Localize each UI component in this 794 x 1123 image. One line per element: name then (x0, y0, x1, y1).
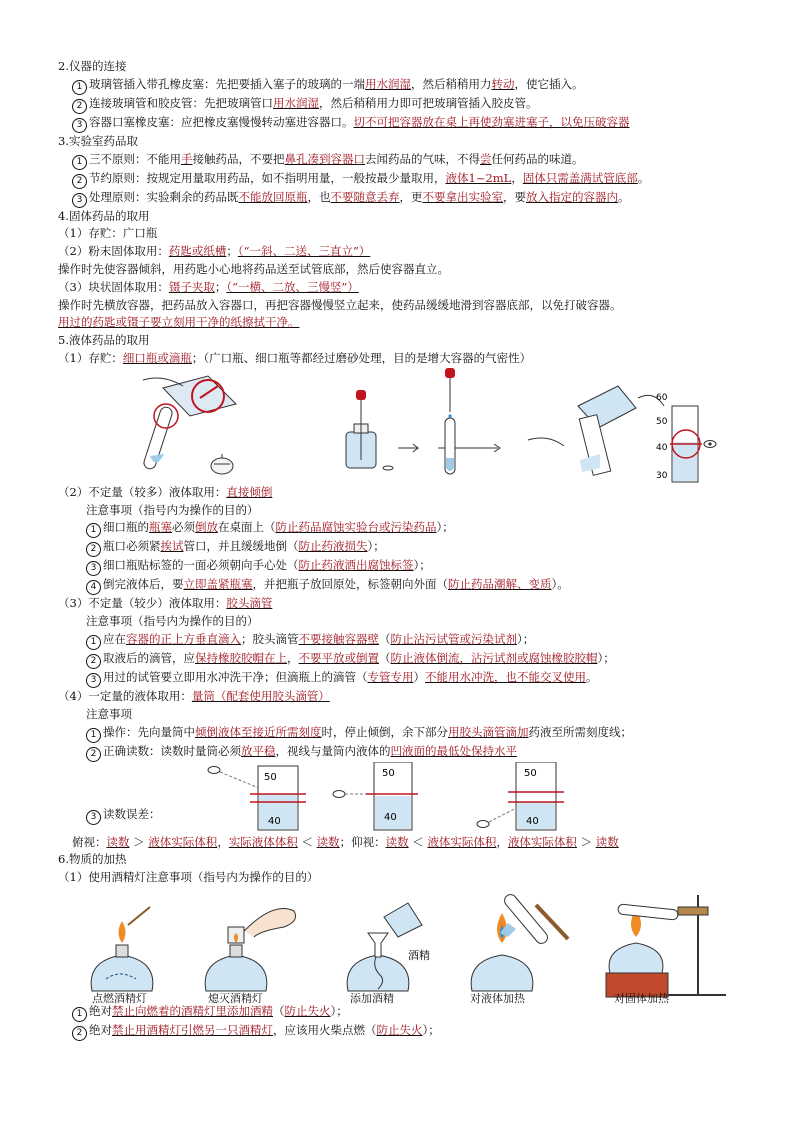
text: （3）不定量（较少）液体取用： (58, 596, 227, 611)
num-badge: 2 (72, 99, 87, 114)
key-text: 不要平放或倒置 (298, 650, 379, 665)
text: ）。 (551, 577, 569, 592)
key-text: 尝 (480, 151, 492, 166)
key-text: 读数 (316, 834, 340, 849)
text: ，然后稍稍用力 (411, 76, 492, 91)
key-text: 防止失火 (376, 1022, 423, 1037)
key-text: 用过的药匙或镊子要立刻用干净的纸擦拭干净。 (58, 315, 300, 330)
s2-item-2 (58, 95, 748, 114)
text: ，更 (399, 189, 423, 204)
num-badge: 1 (72, 80, 87, 95)
key-text: 液体实际体积 (507, 834, 577, 849)
num-badge: 1 (72, 1007, 87, 1022)
text: 操作：先向量筒中 (103, 724, 195, 739)
s5-p1 (58, 350, 748, 368)
num-badge: 4 (86, 580, 101, 595)
key-text: 手 (181, 151, 193, 166)
s4-p2-desc: 操作时先使容器倾斜，用药匙小心地将药品送至试管底部，然后使容器直立。 (58, 261, 449, 276)
s5-c4 (58, 834, 748, 852)
key-text: 防止药品潮解、变质 (448, 577, 552, 592)
text: ）； (422, 1022, 440, 1037)
lamp-refill (347, 903, 430, 991)
num-badge: 1 (86, 523, 101, 538)
text: 节约原则：按规定用量取用药品，如不指明用量，一般按最少量取用， (89, 170, 446, 185)
key-text: 防止失火 (284, 1003, 331, 1018)
key-text: 防止药液损失 (298, 539, 368, 554)
mark-50: 50 (264, 771, 277, 783)
text: ，应该用火柴点燃（ (273, 1022, 377, 1037)
liquid-illustrations (58, 368, 748, 484)
mark-40: 40 (384, 811, 397, 823)
key-text: 不能用水冲洗，也不能交叉使用 (425, 669, 586, 684)
text: ；胶头滴管 (241, 631, 299, 646)
eye-icon (477, 820, 489, 827)
text: （2）不定量（较多）液体取用： (58, 484, 227, 499)
text: ）； (597, 650, 615, 665)
tick-40: 40 (656, 442, 668, 453)
text: 细口瓶的 (103, 520, 149, 535)
s2-item-3 (58, 114, 748, 133)
text: ，使它插入。 (514, 76, 584, 91)
text: 。 (618, 189, 630, 204)
text: ，也 (307, 189, 331, 204)
s5-p2 (58, 484, 748, 502)
text: ） (413, 669, 425, 684)
num-badge: 3 (86, 561, 101, 576)
text: ， (287, 650, 299, 665)
key-text: 保持橡胶胶帽在上 (195, 650, 287, 665)
text: ，要 (503, 189, 526, 204)
key-text: 不要接触容器壁 (298, 631, 379, 646)
text: 倒完液体后，要 (103, 577, 184, 592)
s5-a2 (58, 538, 748, 557)
key-text: 倾倒液体至接近所需刻度 (195, 724, 322, 739)
key-text: 放平稳 (241, 743, 276, 758)
caption-ignite: 点燃酒精灯 (92, 991, 147, 1005)
num-badge: 3 (86, 673, 101, 688)
text: （2）粉末固体取用： (58, 244, 169, 259)
key-text: 禁止用酒精灯引燃另一只酒精灯 (112, 1022, 273, 1037)
tick-60: 60 (656, 392, 668, 403)
s5-b3 (58, 669, 748, 688)
text: 。 (637, 170, 650, 185)
key-text: 药匙或纸槽 (168, 244, 227, 259)
lamp-heat-solid (606, 895, 726, 997)
caption-refill: 添加酒精 (350, 991, 394, 1005)
text: （ (379, 650, 391, 665)
key-text: 不能放回原瓶 (238, 189, 308, 204)
key-text: 用水润湿 (273, 95, 319, 110)
text: ； (226, 244, 238, 259)
num-badge: 3 (86, 810, 101, 825)
key-text: 用水润湿 (365, 76, 411, 91)
key-text: 量筒（配套使用胶头滴管） (191, 688, 330, 703)
text: 用过的试管要立即用水冲洗干净；但滴瓶上的滴管（ (103, 669, 368, 684)
s5-p3 (58, 595, 748, 613)
s4-p3-note (58, 314, 748, 332)
reading-top (208, 766, 306, 830)
text: 处理原则：实验剩余的药品既 (89, 189, 239, 204)
text: ，然后稍稍用力即可把玻璃管插入胶皮管。 (319, 95, 538, 110)
num-badge: 2 (86, 654, 101, 669)
section-5-title: 5.液体药品的取用 (58, 333, 150, 348)
lamp-ignite (91, 907, 153, 991)
num-badge: 1 (86, 635, 101, 650)
num-badge: 3 (72, 118, 87, 133)
num-badge: 3 (72, 193, 87, 208)
num-badge: 1 (86, 728, 101, 743)
s5-note2: 注意事项（指号内为操作的目的） (86, 614, 259, 629)
key-text: 专管专用 (367, 669, 414, 684)
liquid-figures (58, 368, 748, 484)
lamp-figures (58, 887, 748, 1003)
text: 时，停止倾倒，余下部分 (321, 724, 448, 739)
key-text: 不要拿出实验室 (422, 189, 503, 204)
text: （3）块状固体取用： (58, 279, 169, 294)
s3-item-2 (58, 170, 748, 189)
eye-icon (333, 790, 345, 797)
text: ； (214, 279, 227, 294)
text: 接触药品，不要把 (192, 151, 285, 166)
mark-50: 50 (382, 767, 395, 779)
num-badge: 2 (86, 747, 101, 762)
section-6-title: 6.物质的加热 (58, 852, 127, 867)
key-text: 液体实际体积 (148, 834, 218, 849)
key-text: 防止药品腐蚀实验台或污染药品 (275, 520, 437, 535)
alcohol-label: 酒精 (408, 948, 430, 962)
key-text: 放入指定的容器内 (526, 189, 618, 204)
text: ＜ (408, 834, 428, 849)
section-2-title: 2.仪器的连接 (58, 59, 127, 73)
key-text: 细口瓶或滴瓶 (122, 350, 192, 365)
tick-50: 50 (656, 416, 668, 427)
num-badge: 2 (72, 174, 87, 189)
text: 去闻药品的气味，不得 (365, 151, 480, 166)
key-text: （“一斜、二送、三直立”） (237, 244, 371, 259)
text: ）； (517, 631, 535, 646)
s5-a1 (58, 519, 748, 538)
lamp-illustrations (58, 887, 748, 1003)
num-badge: 2 (72, 1026, 87, 1041)
mark-50: 50 (524, 767, 537, 779)
key-text: 镊子夹取 (168, 279, 215, 294)
text: ；（广口瓶、细口瓶等都经过磨砂处理，目的是增大容器的气密性） (191, 350, 532, 365)
key-text: 液体1~2mL (445, 170, 512, 185)
text: 绝对 (89, 1022, 112, 1037)
section-4-title: 4.固体药品的取用 (58, 208, 150, 223)
num-badge: 1 (72, 155, 87, 170)
text: 玻璃管插入带孔橡皮塞：先把要插入塞子的玻璃的一端 (89, 76, 365, 91)
text: 。 (586, 669, 598, 684)
text: 任何药品的味道。 (491, 151, 584, 166)
key-text: 容器的正上方垂直滴入 (126, 631, 241, 646)
mark-40: 40 (268, 815, 281, 827)
s5-note3: 注意事项 (86, 706, 132, 721)
text: 在桌面上（ (218, 520, 276, 535)
s5-c1 (58, 724, 748, 743)
s5-c2 (58, 743, 748, 762)
section-3-title: 3.实验室药品取 (58, 133, 138, 148)
lamp-heat-liquid (471, 892, 568, 991)
text: ， (496, 834, 508, 849)
text: （4）一定量的液体取用： (58, 688, 192, 703)
s6-d2 (58, 1022, 748, 1041)
caption-heat-solid: 对固体加热 (614, 991, 669, 1005)
key-text: 防止沾污试管或污染试剂 (390, 631, 517, 646)
s5-b2 (58, 650, 748, 669)
key-text: 凹液面的最低处保持水平 (390, 743, 517, 758)
s5-a4 (58, 576, 748, 595)
s6-p1: （1）使用酒精灯注意事项（指号内为操作的目的） (58, 870, 319, 885)
reading-level (333, 762, 418, 830)
lamp-extinguish (205, 908, 295, 991)
key-text: 瓶塞 (149, 520, 172, 535)
text: 连接玻璃管和胶皮管：先把玻璃管口 (89, 95, 273, 110)
text: ，视线与量筒内液体的 (275, 743, 391, 758)
key-text: 转动 (491, 76, 515, 91)
text: 三不原则：不能用 (89, 151, 181, 166)
caption-heat-liquid: 对液体加热 (470, 991, 525, 1005)
s2-item-1 (58, 76, 748, 95)
text: 取液后的滴管，应 (103, 650, 195, 665)
s5-b1 (58, 631, 748, 650)
text: ）； (330, 1003, 348, 1018)
text: ，并把瓶子放回原处，标签朝向外面（ (252, 577, 448, 592)
text: 俯视： (72, 834, 107, 849)
reading-figures (58, 762, 748, 834)
text: ）； (436, 520, 454, 535)
text: 药液至所需刻度线； (528, 724, 632, 739)
caption-extinguish: 熄灭酒精灯 (208, 991, 263, 1005)
key-text: 液体实际体积 (427, 834, 497, 849)
text: （ (273, 1003, 285, 1018)
s3-item-3 (58, 189, 748, 208)
key-text: 切不可把容器放在桌上再使劲塞进塞子，以免压破容器 (353, 114, 630, 129)
key-text: 立即盖紧瓶塞 (183, 577, 253, 592)
s5-note1: 注意事项（指号内为操作的目的） (86, 502, 259, 517)
text: ）； (367, 539, 385, 554)
text: （1）存贮： (58, 350, 123, 365)
s4-p3-desc: 操作时先横放容器，把药品放入容器口，再把容器慢慢竖立起来，使药品缓缓地滑到容器底部，以免打破容器。 (58, 297, 622, 312)
text: ， (511, 170, 523, 185)
key-text: 倒放 (195, 520, 218, 535)
dropper-illustration (346, 368, 500, 474)
pouring-illustration (142, 376, 236, 474)
key-text: 用胶头滴管滴加 (448, 724, 529, 739)
key-text: 鼻孔凑到容器口 (284, 151, 365, 166)
text: 应在 (103, 631, 126, 646)
key-text: 防止液体倒流，沾污试剂或腐蚀橡胶胶帽 (390, 650, 598, 665)
text: 读数误差： (103, 806, 161, 821)
s5-a3 (58, 557, 748, 576)
key-text: 固体只需盖满试管底部 (522, 170, 638, 185)
key-text: 读数 (385, 834, 409, 849)
key-text: 胶头滴管 (226, 596, 273, 611)
key-text: 读数 (106, 834, 130, 849)
s4-p1: （1）存贮：广口瓶 (58, 226, 158, 241)
text: ＞ (576, 834, 596, 849)
text: 细口瓶贴标签的一面必须朝向手心处（ (103, 558, 299, 573)
text: ）； (413, 558, 431, 573)
key-text: 防止药液洒出腐蚀标签 (298, 558, 414, 573)
eye-icon (208, 766, 220, 773)
cylinder-illustration (528, 386, 716, 482)
mark-40: 40 (526, 815, 539, 827)
s3-item-1 (58, 151, 748, 170)
reading-illustrations (58, 762, 748, 834)
text: 正确读数：读数时量筒必须 (103, 743, 241, 758)
key-text: 实际液体体积 (228, 834, 298, 849)
text: 管口，并且缓缓地倒（ (183, 539, 299, 554)
key-text: 直接倾倒 (226, 484, 273, 499)
text: ， (217, 834, 229, 849)
text: 容器口塞橡皮塞：应把橡皮塞慢慢转动塞进容器口。 (89, 114, 354, 129)
s4-p2 (58, 243, 748, 261)
num-badge: 2 (86, 542, 101, 557)
text: 瓶口必须紧 (103, 539, 161, 554)
text: 必须 (172, 520, 195, 535)
text: （ (379, 631, 391, 646)
document (58, 58, 748, 1041)
text: ＞ (129, 834, 149, 849)
key-text: 挨试 (160, 539, 184, 554)
text: 绝对 (89, 1003, 112, 1018)
key-text: 读数 (595, 834, 619, 849)
tick-30: 30 (656, 470, 668, 481)
key-text: 禁止向燃着的酒精灯里添加酒精 (112, 1003, 273, 1018)
s5-p4 (58, 688, 748, 706)
key-text: 不要随意丢弃 (330, 189, 400, 204)
text: ；仰视： (339, 834, 386, 849)
text: ＜ (297, 834, 317, 849)
key-text: （“一横、二放、三慢竖”） (226, 279, 359, 294)
s4-p3 (58, 279, 748, 297)
reading-bottom (477, 762, 564, 830)
